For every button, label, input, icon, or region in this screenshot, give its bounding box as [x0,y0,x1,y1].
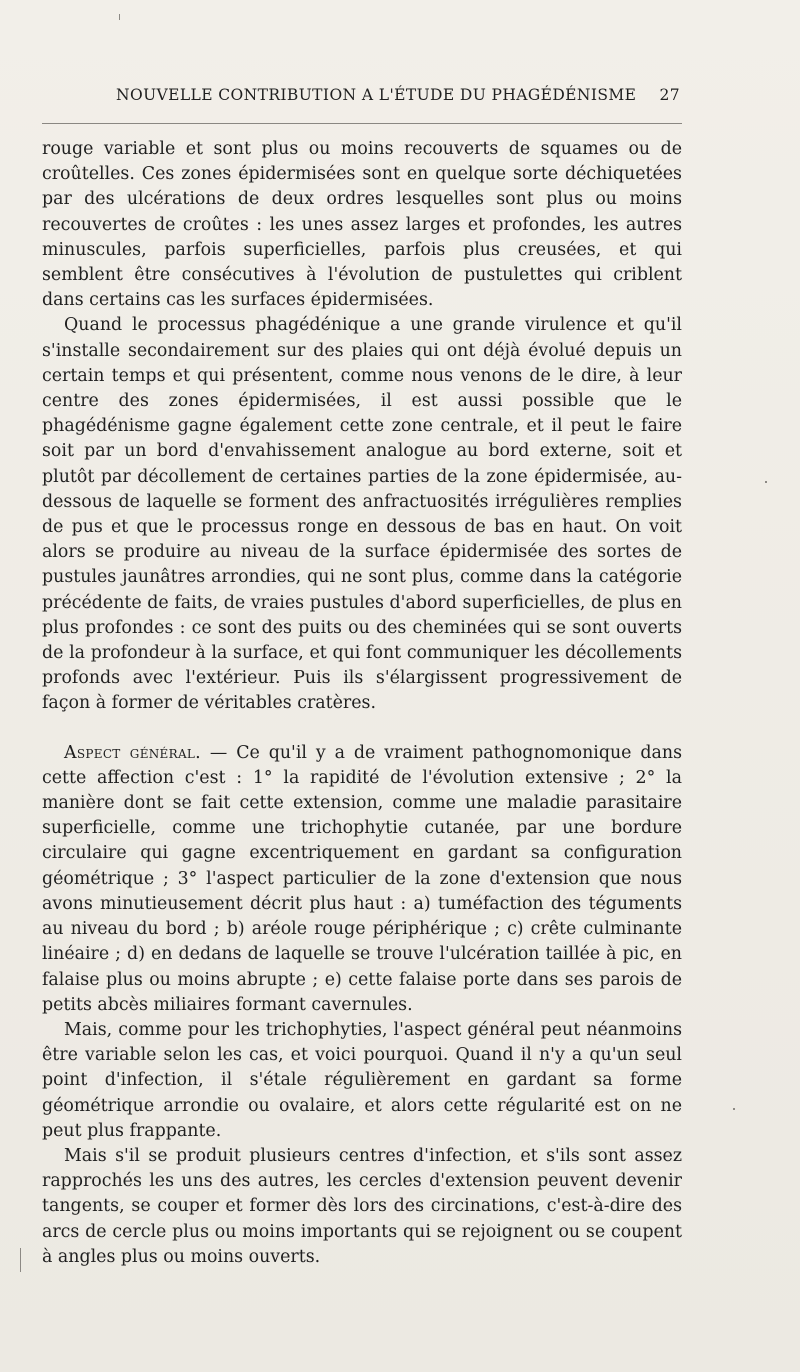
paragraph-1: rouge variable et sont plus ou moins recouverts de squames ou de croûtelles. Ces zones épidermisées sont en quelque sorte déchiquetées par des ulcérations de deux ordres lesquelles sont plus ou moins recouvertes de croûtes : les unes assez larges et profondes, les autres minuscules, parfois superficielles, parfois plus creusées, et qui semblent être consécutives à l'évolution de pustulettes qui criblent dans certains cas les surfaces épidermisées. [42,139,682,311]
paragraph-2: Quand le processus phagédénique a une grande virulence et qu'il s'installe secondairement sur des plaies qui ont déjà évolué depuis un certain temps et qui présentent, comme nous venons de le dire, à leur centre des zones épidermisées, il est aussi possible que le phagédénisme gagne également cette zone centrale, et il peut le faire soit par un bord d'envahissement analogue au bord externe, soit et plutôt par décollement de certaines parties de la zone épidermisée, au-dessous de laquelle se forment des anfractuosités irrégulières remplies de pus et que le processus ronge en dessous de bas en haut. On voit alors se produire au niveau de la surface épidermisée des sortes de pustules jaunâtres arrondies, qui ne sont plus, comme dans la catégorie précédente de faits, de vraies pustules d'abord superficielles, de plus en plus profondes : ce sont des puits ou des cheminées qui se sont ouverts de la profondeur à la surface, et qui font communiquer les décollements profonds avec l'extérieur. Puis ils s'élargissent progressivement de façon à former de véritables cratères. [42,315,682,714]
scan-mark [765,481,767,483]
body-text [42,137,682,1270]
scan-mark [733,1108,735,1110]
header-rule [42,123,682,124]
scan-mark [119,14,120,20]
running-title: NOUVELLE CONTRIBUTION A L'ÉTUDE DU PHAGÉDÉNISME [116,86,637,104]
running-header [42,86,682,110]
paragraph-3-text: — Ce qu'il y a de vraiment pathognomonique dans cette affection c'est : 1° la rapidité de l'évolution extensive ; 2° la manière dont se fait cette extension, comme une maladie parasitaire superficielle, comme une trichophytie cutanée, par une bordure circulaire qui gagne excentriquement en gardant sa configuration géométrique ; 3° l'aspect particulier de la zone d'extension que nous avons minutieusement décrit plus haut : a) tuméfaction des téguments au niveau du bord ; b) aréole rouge périphérique ; c) crête culminante linéaire ; d) en dedans de laquelle se trouve l'ulcération taillée à pic, en falaise plus ou moins abrupte ; e) cette falaise porte dans ses parois de petits abcès miliaires formant cavernules. [42,742,682,1015]
page-number: 27 [659,86,680,104]
paragraph-5: Mais s'il se produit plusieurs centres d'infection, et s'ils sont assez rapprochés les uns des autres, les cercles d'extension peuvent devenir tangents, se couper et former dès lors des circinations, c'est-à-dire des arcs de cercle plus ou moins importants qui se rejoignent ou se coupent à angles plus ou moins ouverts. [42,1145,682,1267]
section-gap [42,717,682,741]
section-heading: Aspect général. [64,742,202,763]
paragraph-3 [42,741,682,1018]
paragraph-4: Mais, comme pour les trichophyties, l'aspect général peut néanmoins être variable selon les cas, et voici pourquoi. Quand il n'y a qu'un seul point d'infection, il s'étale régulièrement en gardant sa forme géométrique arrondie ou ovalaire, et alors cette régularité est on ne peut plus frappante. [42,1019,682,1141]
scan-mark [20,1248,21,1272]
